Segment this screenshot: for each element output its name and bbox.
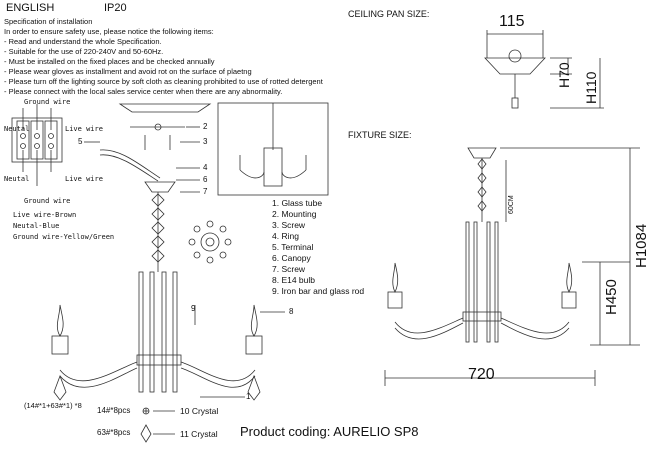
product-coding: Product coding: AURELIO SP8: [240, 424, 419, 439]
callout-7: 7: [203, 187, 208, 196]
callout-3: 3: [203, 137, 208, 146]
callout-6: 6: [203, 175, 208, 184]
live-bottom-label: Live wire: [65, 175, 103, 183]
part-item: 8. E14 bulb: [272, 275, 316, 285]
fixture-h450: H450: [603, 279, 620, 315]
chain-length: 60CM: [508, 195, 515, 214]
fixture-size-drawing: [385, 148, 640, 386]
part-item: 3. Screw: [272, 220, 306, 230]
callout-4: 4: [203, 163, 208, 172]
ground-wire-bottom-label: Ground wire: [24, 197, 71, 205]
wire-legend-live: Live wire-Brown: [13, 211, 77, 219]
fixture-width: 720: [468, 366, 495, 383]
spec-item: - Read and understand the whole Specification.: [4, 37, 162, 46]
ceiling-pan-title: CEILING PAN SIZE:: [348, 9, 430, 19]
ceiling-pan-width: 115: [499, 13, 525, 30]
ceiling-pan-h70: H70: [556, 62, 572, 88]
ground-wire-top-label: Ground wire: [24, 98, 71, 106]
neutral-bottom-label: Neutal: [4, 175, 30, 183]
part-item: 5. Terminal: [272, 242, 314, 252]
part-item: 2. Mounting: [272, 209, 317, 219]
spec-item: - Please turn off the lighting source by soft cloth as cleaning prohibited to use of rotted detergent: [4, 77, 323, 86]
callout-2: 2: [203, 122, 208, 131]
fixture-h1084: H1084: [633, 223, 650, 268]
crystal-row2-qty: 63#*8pcs: [97, 428, 131, 437]
callout-8: 8: [289, 307, 294, 316]
part-item: 9. Iron bar and glass rod: [272, 286, 365, 296]
part-item: 4. Ring: [272, 231, 299, 241]
callout-1: 1: [246, 392, 251, 401]
crystal-row1-label: 10 Crystal: [180, 406, 219, 416]
fixture-size-title: FIXTURE SIZE:: [348, 130, 412, 140]
wire-legend-neutral: Neutal-Blue: [13, 222, 60, 230]
language-label: ENGLISH: [6, 2, 55, 14]
part-item: 7. Screw: [272, 264, 306, 274]
left-fixture: [52, 192, 285, 400]
spec-item: - Suitable for the use of 220-240V and 50-60Hz.: [4, 47, 164, 56]
spec-item: - Please connect with the local sales service center when there are any abnormality.: [4, 87, 283, 96]
callout-5: 5: [78, 137, 83, 146]
ceiling-pan-h110: H110: [583, 71, 599, 104]
crystal-formula: (14#*1+63#*1) *8: [24, 401, 82, 410]
crystal-symbols: [141, 408, 175, 442]
spec-item: - Must be installed on the fixed places and be checked annually: [4, 57, 215, 66]
callout-9: 9: [191, 304, 196, 313]
ip-rating: IP20: [104, 2, 127, 14]
preview-fixture: [218, 103, 328, 195]
crystal-rosette: [180, 192, 231, 263]
wire-legend-ground: Ground wire-Yellow/Green: [13, 233, 115, 241]
part-item: 6. Canopy: [272, 253, 311, 263]
wiring-diagram: [12, 104, 62, 186]
spec-intro: In order to ensure safety use, please notice the following items:: [4, 27, 214, 36]
spec-item: - Please wear gloves as installment and avoid rot on the surface of plaetng: [4, 67, 252, 76]
part-item: 1. Glass tube: [272, 198, 323, 208]
spec-title: Specification of installation: [4, 17, 93, 26]
crystal-row2-label: 11 Crystal: [180, 429, 218, 439]
live-top-label: Live wire: [65, 125, 103, 133]
neutral-top-label: Neutal: [4, 125, 30, 133]
crystal-row1-qty: 14#*8pcs: [97, 406, 131, 415]
